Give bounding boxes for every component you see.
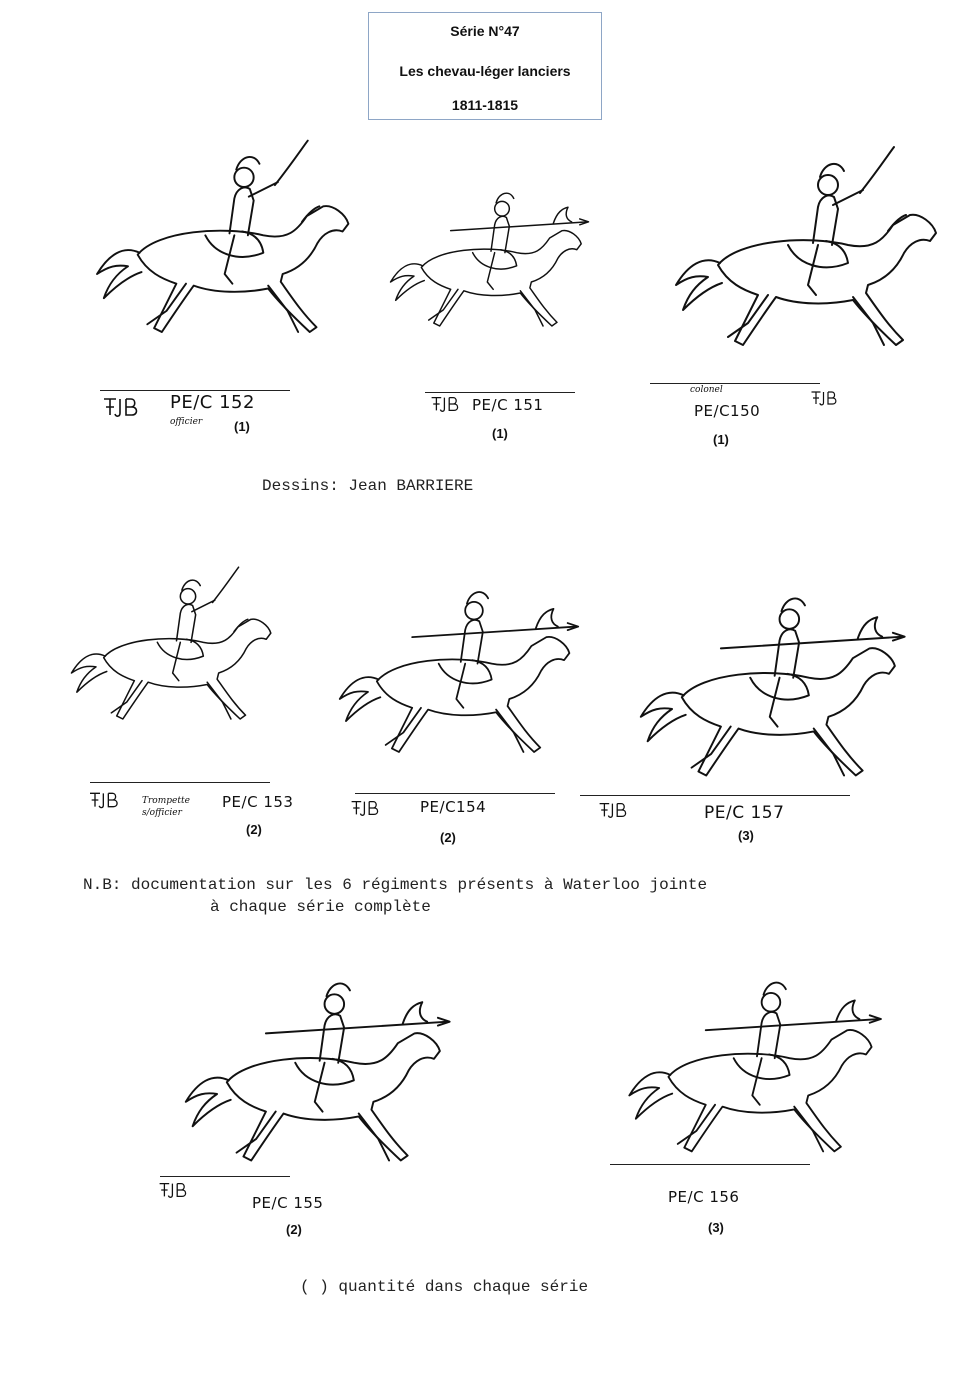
figure-quantity: (1) [492, 426, 508, 441]
figure-pe-c-151-drawing [370, 125, 590, 395]
figure-code: PE/C 152 [170, 392, 255, 413]
monogram-icon [102, 395, 142, 424]
figure-code: PE/C154 [420, 798, 487, 816]
quantity-legend: ( ) quantité dans chaque série [300, 1278, 589, 1296]
monogram-icon [598, 800, 630, 825]
series-dates: 1811-1815 [451, 97, 519, 113]
series-title-box [368, 12, 602, 120]
figure-pe-c-156-drawing [598, 965, 888, 1170]
figure-quantity: (2) [440, 830, 456, 845]
series-name: Les chevau-léger lanciers [399, 63, 571, 79]
series-number: Série N°47 [450, 23, 520, 39]
figure-pe-c-153-drawing [50, 515, 280, 785]
ground-line [425, 392, 575, 393]
figure-note: officier [170, 417, 203, 427]
documentation-note-line2: à chaque série complète [210, 898, 431, 916]
figure-code: PE/C 156 [668, 1188, 740, 1206]
figure-pe-c-154-drawing [315, 555, 580, 790]
figure-code: PE/C 151 [472, 396, 544, 414]
ground-line [90, 782, 270, 783]
ground-line [580, 795, 850, 796]
monogram-icon [430, 394, 462, 419]
documentation-note-line1: N.B: documentation sur les 6 régiments présents à Waterloo jointe [83, 876, 708, 894]
figure-pe-c-152-drawing [70, 100, 360, 390]
figure-note: colonel [690, 385, 723, 395]
artist-credit: Dessins: Jean BARRIERE [262, 477, 474, 495]
figure-pe-c-155-drawing [150, 965, 460, 1180]
figure-quantity: (3) [738, 828, 754, 843]
monogram-icon [810, 388, 840, 413]
monogram-icon [350, 798, 382, 823]
ground-line [100, 390, 290, 391]
ground-line [610, 1164, 810, 1165]
ground-line [355, 793, 555, 794]
figure-quantity: (1) [234, 419, 250, 434]
figure-quantity: (2) [286, 1222, 302, 1237]
figure-pe-c-157-drawing [595, 580, 925, 795]
figure-note: Trompette s/officier [142, 796, 190, 818]
figure-code: PE/C 153 [222, 793, 294, 811]
figure-code: PE/C 157 [704, 803, 785, 823]
ground-line [650, 383, 820, 384]
figure-code: PE/C150 [694, 402, 761, 420]
figure-quantity: (3) [708, 1220, 724, 1235]
figure-code: PE/C 155 [252, 1194, 324, 1212]
figure-quantity: (2) [246, 822, 262, 837]
ground-line [160, 1176, 290, 1177]
figure-pe-c-150-drawing [648, 120, 948, 390]
monogram-icon [158, 1180, 190, 1205]
monogram-icon [88, 790, 122, 815]
figure-quantity: (1) [713, 432, 729, 447]
